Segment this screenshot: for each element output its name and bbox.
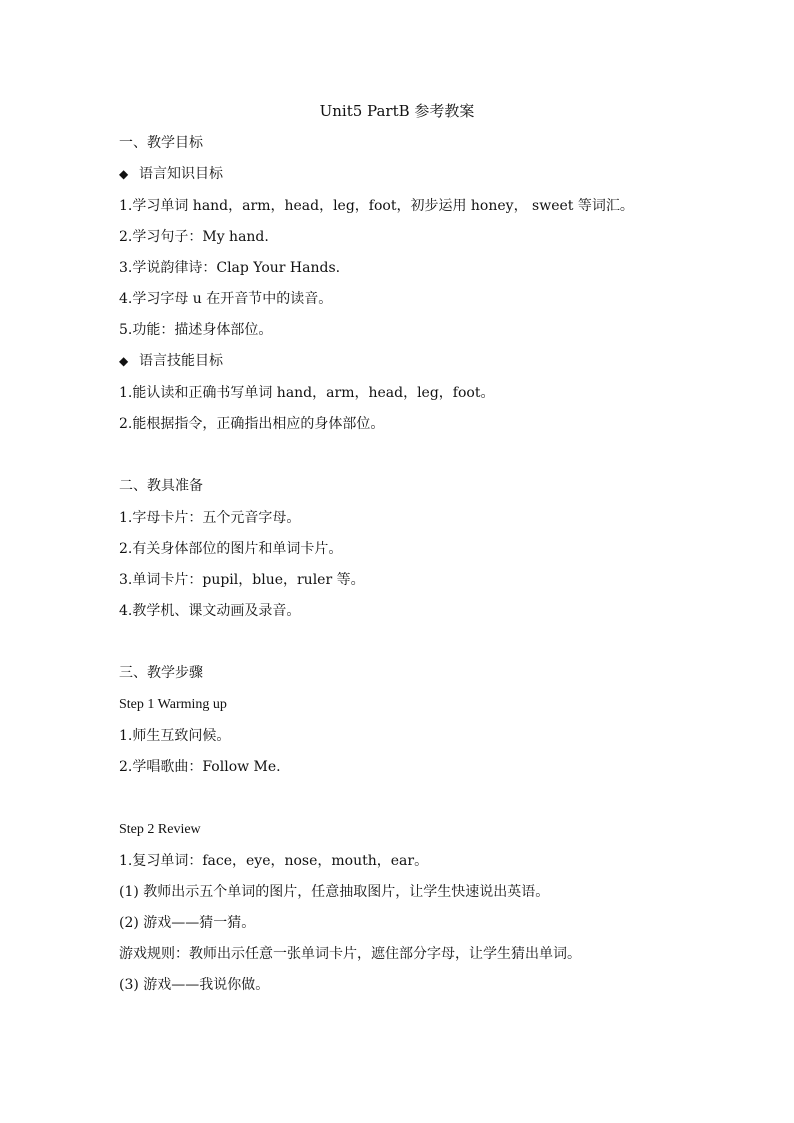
section-heading-goals: 一、教学目标 bbox=[119, 135, 203, 151]
list-item: 2.能根据指令，正确指出相应的身体部位。 bbox=[119, 416, 385, 432]
list-item: 4.教学机、课文动画及录音。 bbox=[119, 603, 301, 619]
document-title: Unit5 PartB 参考教案 bbox=[319, 102, 475, 120]
step-heading: Step 1 Warming up bbox=[119, 697, 227, 712]
list-item: 1.师生互致问候。 bbox=[119, 728, 231, 744]
list-item: (3) 游戏——我说你做。 bbox=[119, 977, 270, 993]
list-item: 1.能认读和正确书写单词 hand，arm，head，leg，foot。 bbox=[119, 385, 495, 401]
diamond-bullet-icon: ◆ bbox=[119, 354, 129, 368]
list-item: 3.单词卡片：pupil，blue，ruler 等。 bbox=[119, 572, 365, 588]
list-item: 游戏规则：教师出示任意一张单词卡片，遮住部分字母，让学生猜出单词。 bbox=[119, 946, 581, 962]
list-item: 2.学习句子：My hand. bbox=[119, 229, 269, 245]
section-heading-steps: 三、教学步骤 bbox=[119, 665, 203, 681]
list-item: (2) 游戏——猜一猜。 bbox=[119, 915, 256, 931]
subheading-knowledge-goals bbox=[119, 163, 719, 185]
list-item: 1.字母卡片：五个元音字母。 bbox=[119, 510, 301, 526]
list-item: 5.功能：描述身体部位。 bbox=[119, 322, 273, 338]
step-heading: Step 2 Review bbox=[119, 822, 201, 837]
subheading-skill-goals bbox=[119, 350, 719, 372]
list-item: 3.学说韵律诗：Clap Your Hands. bbox=[119, 260, 341, 276]
subheading-label: 语言技能目标 bbox=[139, 353, 223, 369]
list-item: 2.学唱歌曲：Follow Me. bbox=[119, 759, 281, 775]
list-item: 2.有关身体部位的图片和单词卡片。 bbox=[119, 541, 343, 557]
list-item: 1.复习单词：face，eye，nose，mouth，ear。 bbox=[119, 853, 429, 869]
list-item: 1.学习单词 hand，arm，head，leg，foot，初步运用 honey， sweet 等词汇。 bbox=[119, 198, 634, 214]
list-item: (1) 教师出示五个单词的图片，任意抽取图片，让学生快速说出英语。 bbox=[119, 884, 550, 900]
section-heading-materials: 二、教具准备 bbox=[119, 478, 203, 494]
list-item: 4.学习字母 u 在开音节中的读音。 bbox=[119, 291, 333, 307]
subheading-label: 语言知识目标 bbox=[139, 166, 223, 182]
diamond-bullet-icon: ◆ bbox=[119, 167, 129, 181]
